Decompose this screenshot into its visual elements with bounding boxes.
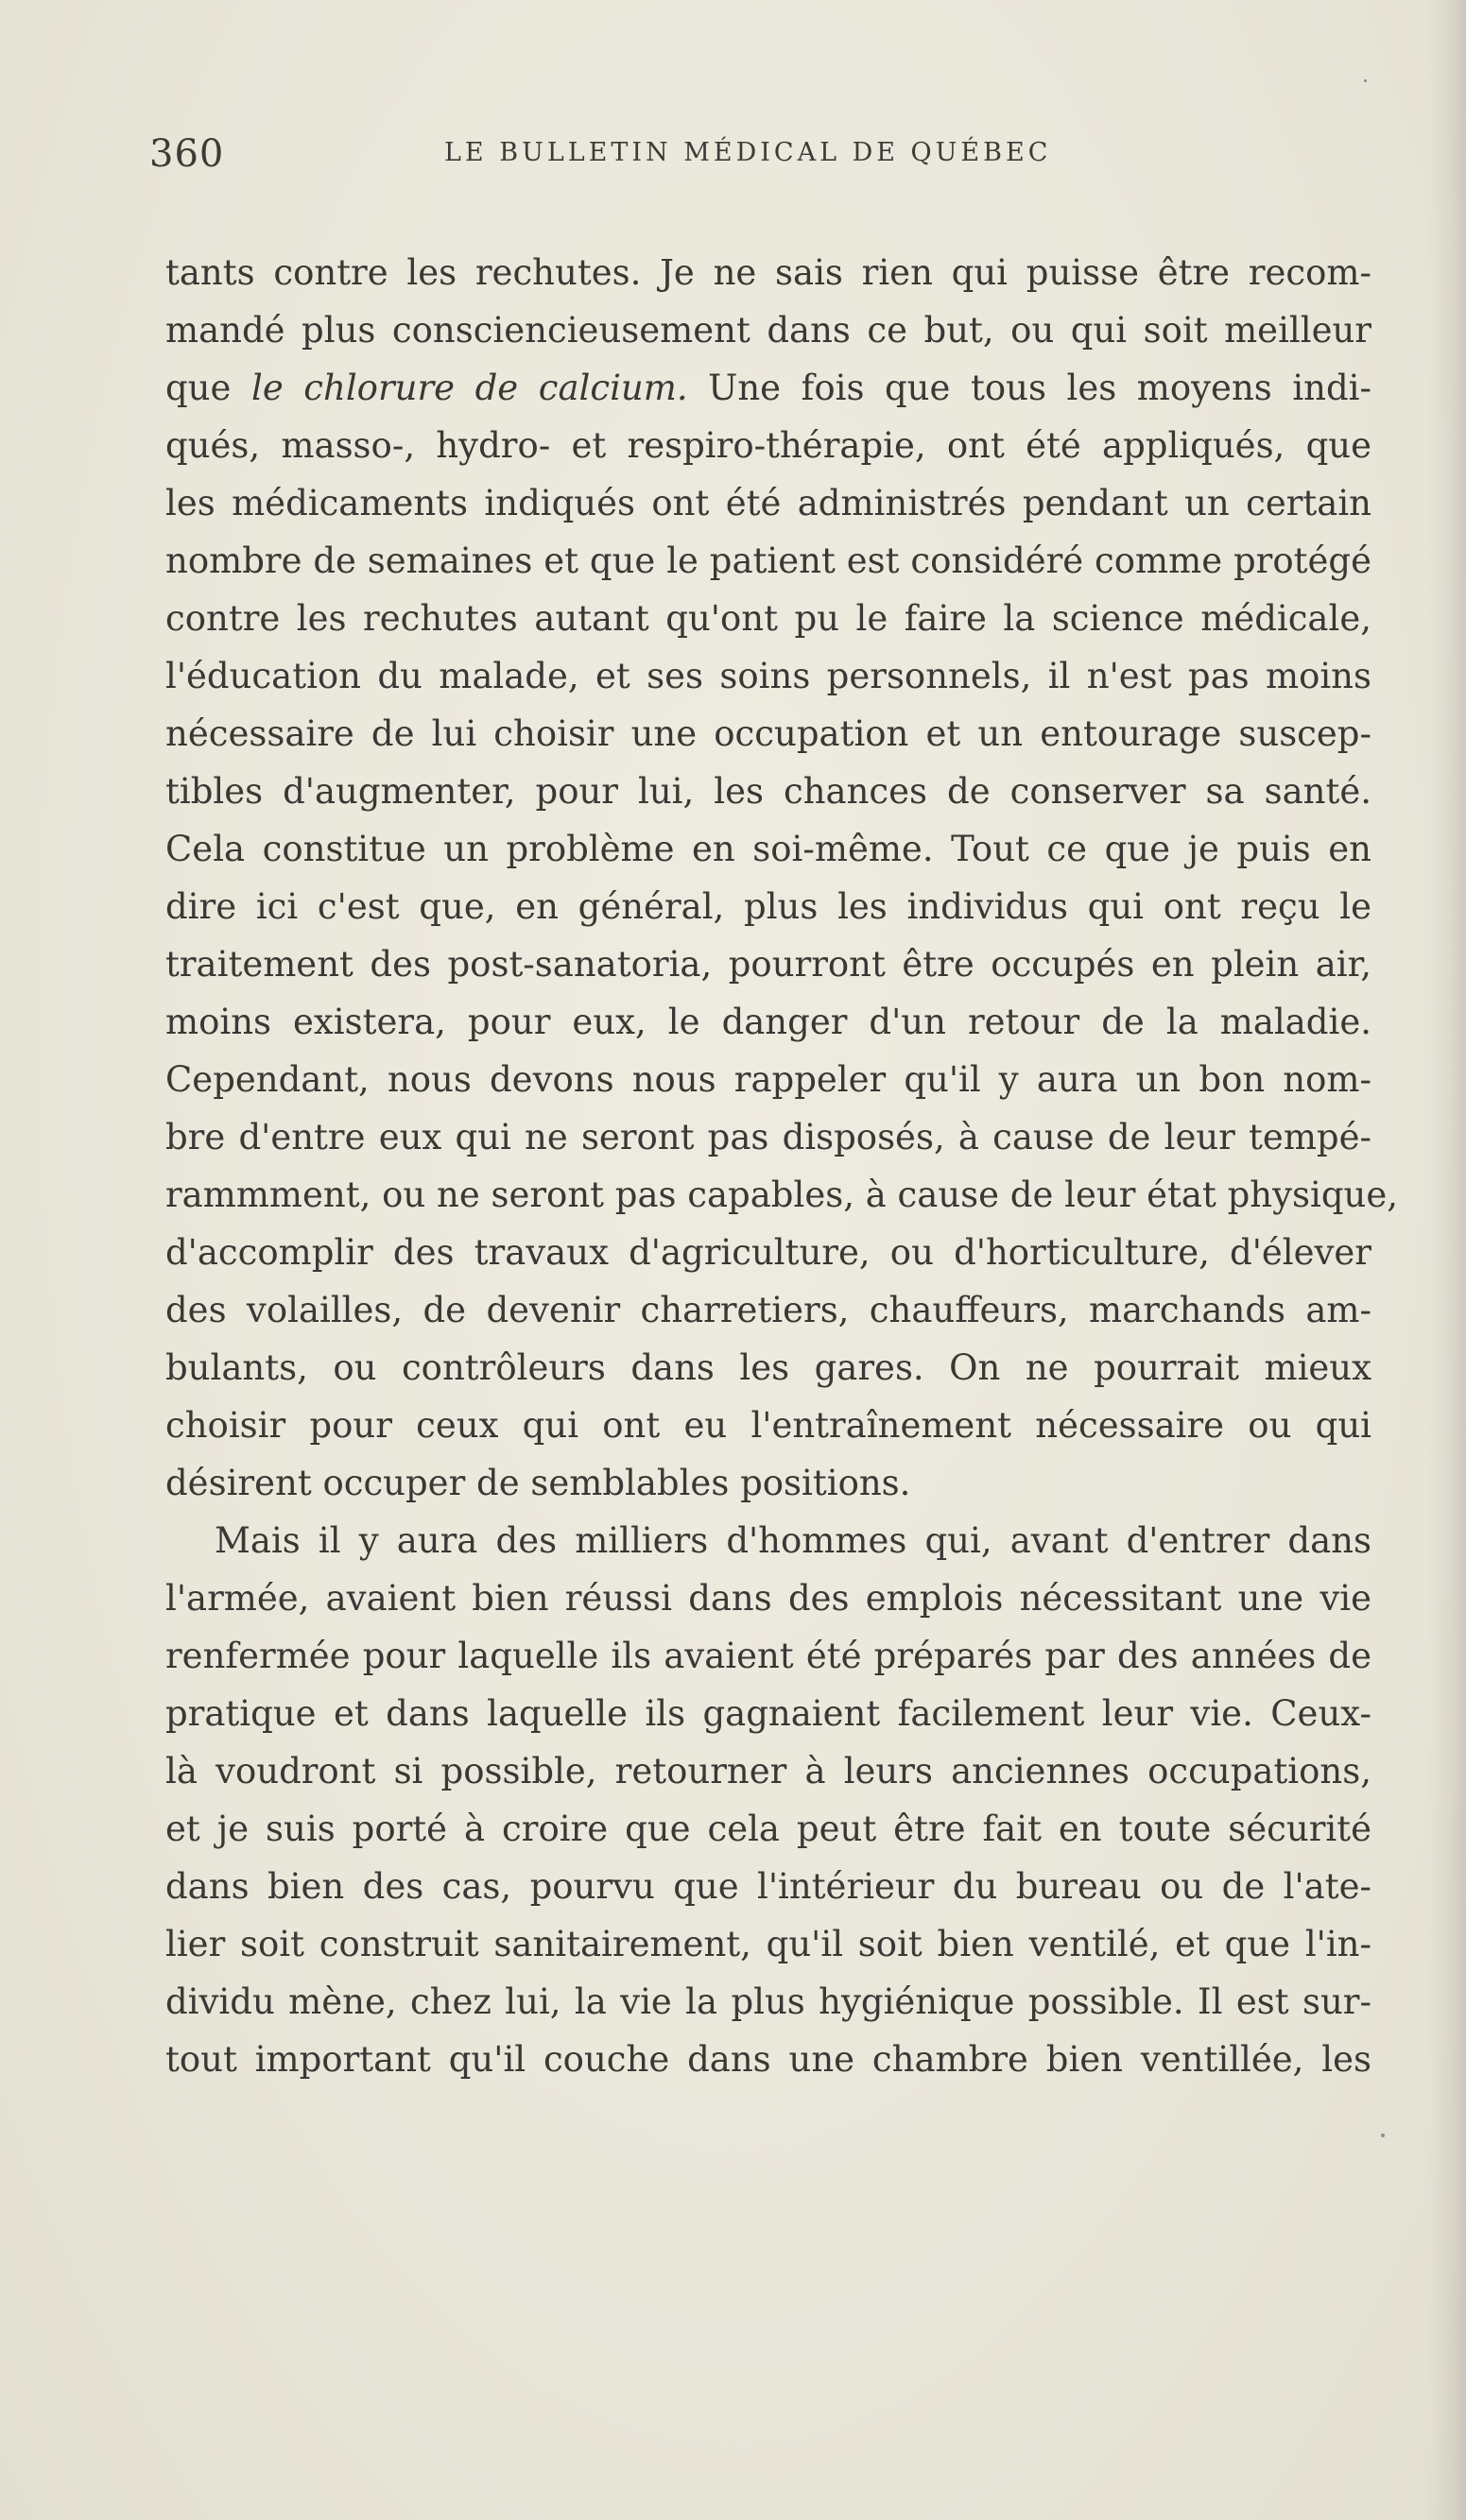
- text-segment: Une fois que tous les moyens indi-: [687, 368, 1372, 408]
- text-line: tants contre les rechutes. Je ne sais rien qui puisse être recom-: [165, 252, 1371, 293]
- italic-term: le chlorure de calcium.: [250, 368, 688, 408]
- text-line: rammment, ou ne seront pas capables, à cause de leur état physique,: [165, 1174, 1399, 1215]
- text-line: dire ici c'est que, en général, plus les individus qui ont reçu le: [165, 886, 1371, 927]
- text-segment: que: [165, 368, 251, 408]
- text-line: choisir pour ceux qui ont eu l'entraînement nécessaire ou qui: [165, 1405, 1371, 1446]
- text-line: des volailles, de devenir charretiers, chauffeurs, marchands am-: [165, 1290, 1371, 1330]
- text-line: moins existera, pour eux, le danger d'un retour de la maladie.: [165, 1002, 1371, 1042]
- text-line: tibles d'augmenter, pour lui, les chances de conserver sa santé.: [165, 771, 1371, 812]
- text-line: et je suis porté à croire que cela peut être fait en toute sécurité: [165, 1809, 1371, 1849]
- text-line: les médicaments indiqués ont été administrés pendant un certain: [165, 483, 1371, 523]
- text-line: traitement des post-sanatoria, pourront être occupés en plein air,: [165, 944, 1371, 985]
- text-line: [165, 359, 1371, 417]
- paper-speck: [1381, 2134, 1385, 2137]
- text-line: là voudront si possible, retourner à leurs anciennes occupations,: [165, 1751, 1371, 1791]
- text-line: tout important qu'il couche dans une chambre bien ventillée, les: [165, 2039, 1371, 2080]
- text-line: mandé plus consciencieusement dans ce but, ou qui soit meilleur: [165, 310, 1371, 351]
- text-line: bulants, ou contrôleurs dans les gares. On ne pourrait mieux: [165, 1347, 1371, 1388]
- text-line: d'accomplir des travaux d'agriculture, ou d'horticulture, d'élever: [165, 1232, 1371, 1273]
- text-line: pratique et dans laquelle ils gagnaient facilement leur vie. Ceux-: [165, 1693, 1371, 1734]
- text-line: Mais il y aura des milliers d'hommes qui, avant d'entrer dans: [215, 1520, 1371, 1561]
- text-line: dans bien des cas, pourvu que l'intérieur du bureau ou de l'ate-: [165, 1866, 1371, 1907]
- text-line: renfermée pour laquelle ils avaient été préparés par des années de: [165, 1636, 1371, 1676]
- text-line: Cela constitue un problème en soi-même. Tout ce que je puis en: [165, 829, 1371, 869]
- paper-speck: [1364, 79, 1367, 82]
- text-line: l'éducation du malade, et ses soins personnels, il n'est pas moins: [165, 656, 1371, 696]
- text-line: contre les rechutes autant qu'ont pu le faire la science médicale,: [165, 598, 1371, 639]
- text-line: désirent occuper de semblables positions.: [165, 1463, 911, 1503]
- text-line: bre d'entre eux qui ne seront pas disposés, à cause de leur tempé-: [165, 1117, 1371, 1157]
- body-text: [165, 244, 1399, 2088]
- text-line: dividu mène, chez lui, la vie la plus hygiénique possible. Il est sur-: [165, 1981, 1371, 2022]
- text-line: Cependant, nous devons nous rappeler qu'il y aura un bon nom-: [165, 1059, 1371, 1100]
- running-head: LE BULLETIN MÉDICAL DE QUÉBEC: [444, 138, 1052, 167]
- text-line: lier soit construit sanitairement, qu'il soit bien ventilé, et que l'in-: [165, 1924, 1371, 1964]
- text-line: nécessaire de lui choisir une occupation et un entourage suscep-: [165, 713, 1371, 754]
- text-line: nombre de semaines et que le patient est considéré comme protégé: [165, 540, 1371, 581]
- page-edge-shadow: [1428, 0, 1466, 2520]
- page-header: [149, 132, 1113, 189]
- text-line: qués, masso-, hydro- et respiro-thérapie, ont été appliqués, que: [165, 425, 1371, 466]
- page-number: 360: [149, 132, 225, 176]
- text-line: l'armée, avaient bien réussi dans des emplois nécessitant une vie: [165, 1578, 1371, 1619]
